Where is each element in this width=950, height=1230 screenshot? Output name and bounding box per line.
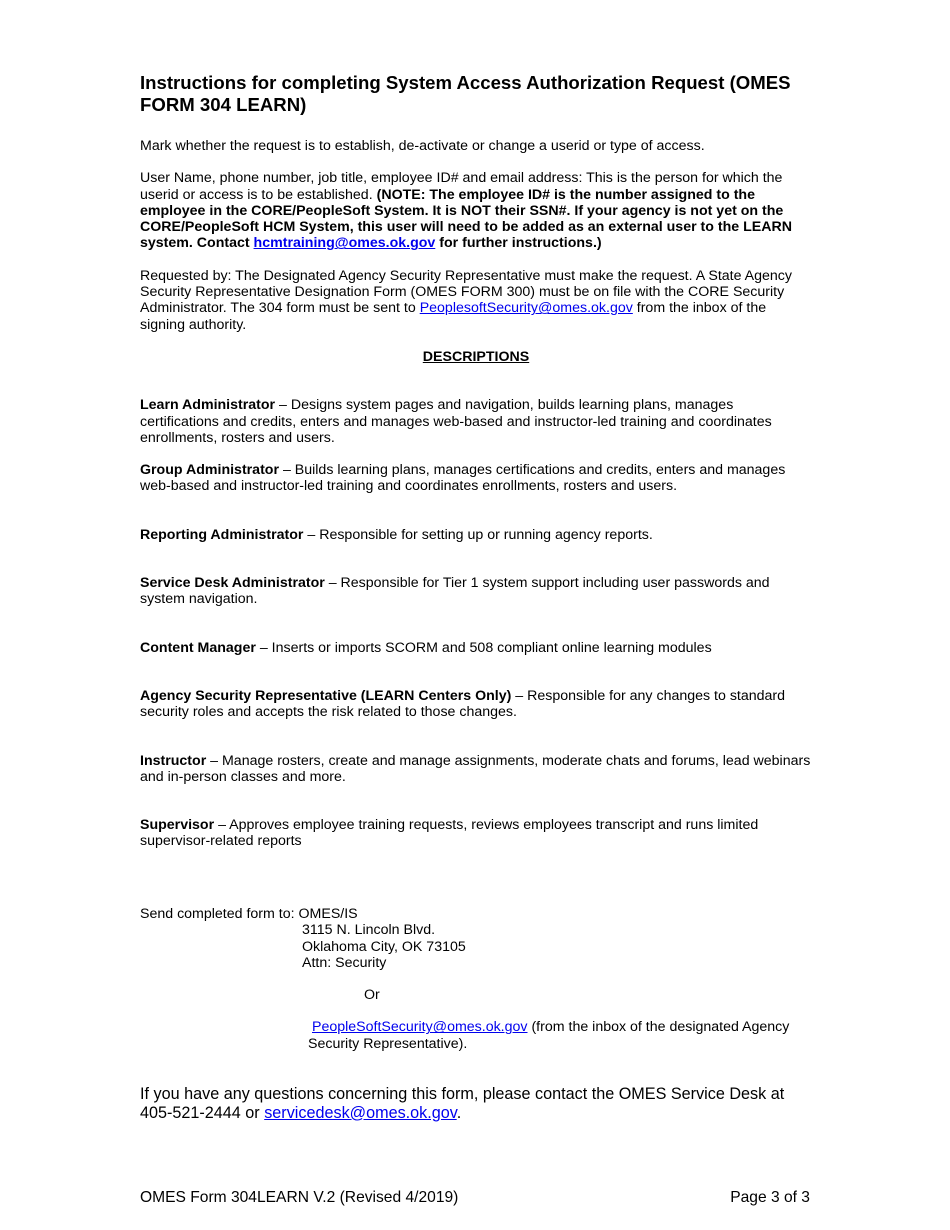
page-footer <box>140 1189 810 1207</box>
user-info-text: User Name, phone number, job title, employee ID# and email address: This is the person for which the userid or access is to be established. <box>140 170 783 203</box>
note-end-text: for further instructions.) <box>435 235 602 252</box>
role-desc: – Approves employee training requests, reviews employees transcript and runs limited supervisor-related reports <box>140 817 759 850</box>
peoplesoft-security-send-link[interactable]: PeopleSoftSecurity@omes.ok.gov <box>312 1019 528 1036</box>
questions-end: . <box>456 1103 462 1122</box>
send-email-note: (from the inbox of the designated Agency Security Representative). <box>308 1019 790 1052</box>
role-desc: – Responsible for setting up or running agency reports. <box>307 526 653 543</box>
requested-by-paragraph <box>140 268 812 333</box>
peoplesoft-security-email-link[interactable]: PeoplesoftSecurity@omes.ok.gov <box>419 300 633 317</box>
role-reporting-administrator <box>140 527 812 543</box>
role-name: Reporting Administrator <box>140 526 308 543</box>
role-name: Group Administrator <box>140 462 279 479</box>
footer-page-number: Page 3 of 3 <box>730 1189 810 1206</box>
role-desc: – Inserts or imports SCORM and 508 compliant online learning modules <box>255 639 712 656</box>
role-desc: – Responsible for any changes to standard security roles and accepts the risk related to those changes. <box>140 687 786 721</box>
role-name: Agency Security Representative (LEARN Centers Only) <box>140 687 512 704</box>
attention-line: Attn: Security <box>302 954 387 971</box>
descriptions-heading: DESCRIPTIONS <box>422 348 530 365</box>
role-desc: – Designs system pages and navigation, builds learning plans, manages certifications and credits, enters and manages web-based and instructor-led training and coordinates enrollments, rosters and users. <box>140 397 772 446</box>
role-group-administrator <box>140 462 812 495</box>
role-instructor <box>140 753 812 786</box>
role-desc: – Builds learning plans, manages certifications and credits, enters and manages web-based and instructor-led training and coordinates enrollments, rosters and users. <box>140 462 786 495</box>
role-service-desk-administrator <box>140 575 812 608</box>
or-separator: Or <box>364 987 380 1004</box>
role-learn-administrator <box>140 397 812 446</box>
role-supervisor <box>140 817 812 850</box>
role-content-manager <box>140 640 812 656</box>
role-agency-security-representative <box>140 688 812 721</box>
intro-paragraph: Mark whether the request is to establish, de-activate or change a userid or type of access. <box>140 138 705 154</box>
servicedesk-email-link[interactable]: servicedesk@omes.ok.gov <box>264 1103 457 1122</box>
send-to-block <box>140 906 812 1052</box>
requested-by-end-text: from the inbox of the signing authority. <box>140 300 767 333</box>
role-name: Service Desk Administrator <box>140 575 329 592</box>
address-line-1: 3115 N. Lincoln Blvd. <box>302 922 436 939</box>
send-label: Send completed form to: OMES/IS <box>140 906 358 922</box>
address-line-2: Oklahoma City, OK 73105 <box>302 938 466 955</box>
role-name: Learn Administrator <box>140 397 280 414</box>
role-name: Instructor <box>140 752 207 769</box>
role-desc: – Responsible for Tier 1 system support including user passwords and system navigation. <box>140 575 770 608</box>
questions-text: If you have any questions concerning this form, please contact the OMES Service Desk at 405-521-2444 or <box>140 1085 785 1122</box>
requested-by-text: Requested by: The Designated Agency Security Representative must make the request. A State Agency Security Representative Designation Form (OMES FORM 300) must be on file with the CORE Security Administrator. The 304 form must be sent to <box>140 267 792 317</box>
document-page <box>140 72 812 1122</box>
send-email-paragraph <box>308 1019 812 1052</box>
note-text: (NOTE: The employee ID# is the number assigned to the employee in the CORE/PeopleSoft System. It is NOT their SSN#. If your agency is not yet on the CORE/PeopleSoft HCM System, this user will need to be added as an external user to the LEARN system. Contact <box>140 186 792 252</box>
hcmtraining-email-link[interactable]: hcmtraining@omes.ok.gov <box>253 235 436 252</box>
role-name: Supervisor <box>140 817 215 834</box>
footer-form-id: OMES Form 304LEARN V.2 (Revised 4/2019) <box>140 1189 459 1206</box>
user-info-paragraph <box>140 170 812 251</box>
questions-paragraph <box>140 1085 812 1122</box>
role-name: Content Manager <box>140 639 256 656</box>
role-desc: – Manage rosters, create and manage assignments, moderate chats and forums, lead webinars and in-person classes and more. <box>140 752 811 785</box>
page-title: Instructions for completing System Access Authorization Request (OMES FORM 304 LEARN) <box>140 72 791 115</box>
